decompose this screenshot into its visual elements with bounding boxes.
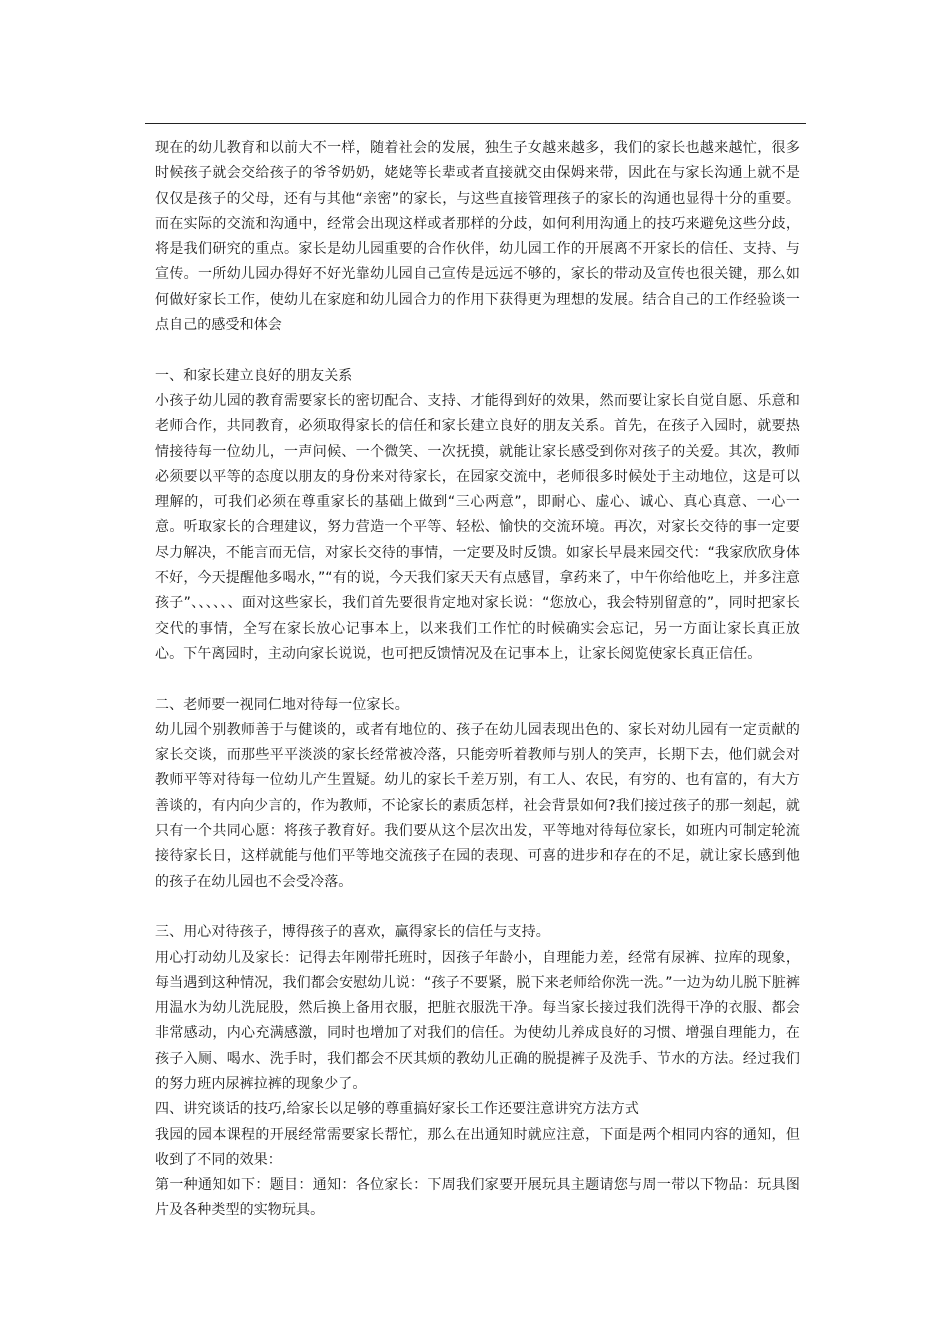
section-4-body: 我园的园本课程的开展经常需要家长帮忙，那么在出通知时就应注意，下面是两个相同内容的通知，但收到了不同的效果： [155, 1126, 800, 1168]
section-3-body: 用心打动幼儿及家长：记得去年刚带托班时，因孩子年龄小，自理能力差，经常有尿裤、拉库的现象，每当遇到这种情况，我们都会安慰幼儿说：“孩子不要紧，脱下来老师给你洗一洗。”一边为幼儿脱下脏裤用温水为幼儿洗屁股，然后换上备用衣服，把脏衣服洗干净。每当家长接过我们洗得干净的衣服、都会非常感动，内心充满感激，同时也增加了对我们的信任。为使幼儿养成良好的习惯、增强自理能力，在孩子入厕、喝水、洗手时，我们都会不厌其烦的教幼儿正确的脱提裤子及洗手、节水的方法。经过我们的努力班内尿裤拉裤的现象少了。 [155, 949, 800, 1092]
section-2-heading: 二、老师要一视同仁地对待每一位家长。 [155, 696, 409, 713]
intro-paragraph: 现在的幼儿教育和以前大不一样，随着社会的发展，独生子女越来越多，我们的家长也越来越忙，很多时候孩子就会交给孩子的爷爷奶奶，姥姥等长辈或者直接就交由保姆来带，因此在与家长沟通上就不是仅仅是孩子的父母，还有与其他“亲密”的家长，与这些直接管理孩子的家长的沟通也显得十分的重要。而在实际的交流和沟通中，经常会出现这样或者那样的分歧，如何利用沟通上的技巧来避免这些分歧，将是我们研究的重点。家长是幼儿园重要的合作伙伴，幼儿园工作的开展离不开家长的信任、支持、与宣传。一所幼儿园办得好不好光靠幼儿园自己宣传是远远不够的，家长的带动及宣传也很关键，那么如何做好家长工作，使幼儿在家庭和幼儿园合力的作用下获得更为理想的发展。结合自己的工作经验谈一点自己的感受和体会 [155, 140, 800, 334]
paragraph-spacer [155, 338, 800, 363]
paragraph-spacer [155, 667, 800, 692]
section-4-notice: 第一种通知如下：题目：通知：各位家长：下周我们家要开展玩具主题请您与周一带以下物品：玩具图片及各种类型的实物玩具。 [155, 1177, 800, 1219]
section-2-body: 幼儿园个别教师善于与健谈的，或者有地位的、孩子在幼儿园表现出色的、家长对幼儿园有一定贡献的家长交谈，而那些平平淡淡的家长经常被冷落，只能旁听着教师与别人的笑声，长期下去，他们就会对教师平等对待每一位幼儿产生置疑。幼儿的家长千差万别，有工人、农民，有穷的、也有富的，有大方善谈的，有内向少言的，作为教师，不论家长的素质怎样，社会背景如何?我们接过孩子的那一刻起，就只有一个共同心愿：将孩子教育好。我们要从这个层次出发，平等地对待每位家长，如班内可制定轮流接待家长日，这样就能与他们平等地交流孩子在园的表现、可喜的进步和存在的不足，就让家长感到他的孩子在幼儿园也不会受冷落。 [155, 721, 800, 890]
header-rule [145, 123, 806, 124]
paragraph-spacer [155, 895, 800, 920]
section-1-body: 小孩子幼儿园的教育需要家长的密切配合、支持、才能得到好的效果，然而要让家长自觉自愿、乐意和老师合作，共同教育，必须取得家长的信任和家长建立良好的朋友关系。首先，在孩子入园时，就要热情接待每一位幼儿，一声问候、一个微笑、一次抚摸，就能让家长感受到你对孩子的关爱。其次，教师必须要以平等的态度以朋友的身份来对待家长，在园家交流中，老师很多时候处于主动地位，这是可以理解的，可我们必须在尊重家长的基础上做到“三心两意”，即耐心、虚心、诚心、真心真意、一心一意。听取家长的合理建议，努力营造一个平等、轻松、愉快的交流环境。再次，对家长交待的事一定要尽力解决，不能言而无信，对家长交待的事情，一定要及时反馈。如家长早晨来园交代：“我家欣欣身体不好，今天提醒他多喝水，”“有的说，今天我们家天天有点感冒，拿药来了，中午你给他吃上，并多注意孩子”、、、、、、面对这些家长，我们首先要很肯定地对家长说：“您放心，我会特别留意的”，同时把家长交代的事情，全写在家长放心记事本上，以来我们工作忙的时候确实会忘记，另一方面让家长真正放心。下午离园时，主动向家长说说，也可把反馈情况及在记事本上，让家长阅览使家长真正信任。 [155, 392, 800, 662]
section-3-heading: 三、用心对待孩子，博得孩子的喜欢，赢得家长的信任与支持。 [155, 924, 550, 941]
document-body [155, 136, 800, 1224]
section-4-heading: 四、讲究谈话的技巧,给家长以足够的尊重搞好家长工作还要注意讲究方法方式 [155, 1101, 639, 1118]
section-1-heading: 一、和家长建立良好的朋友关系 [155, 367, 353, 384]
